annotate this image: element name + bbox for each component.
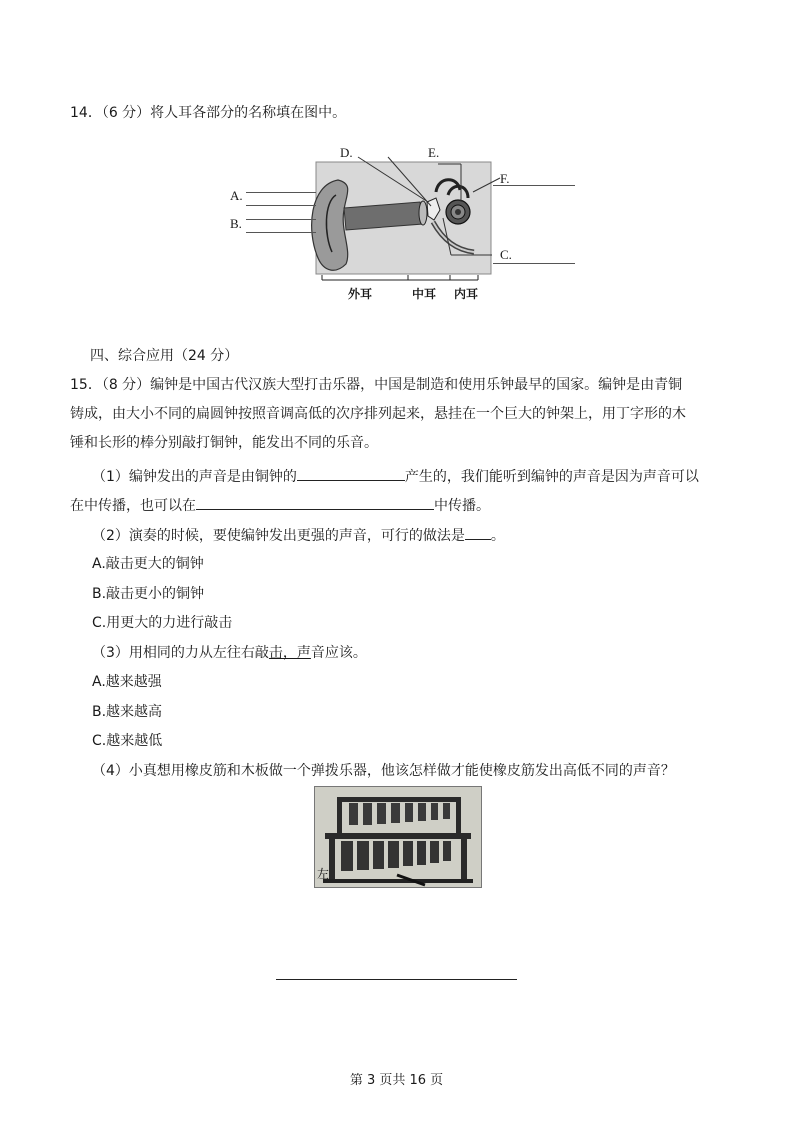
q15-part3 (92, 643, 367, 663)
label-f: F. (500, 171, 510, 186)
answer-line-b[interactable] (246, 232, 316, 233)
q14-stem: 14．（6 分）将人耳各部分的名称填在图中。 (70, 105, 347, 121)
q15-part2-option-b: B.敲击更小的铜钟 (92, 586, 205, 602)
q15-part3-text-a: （3）用相同的力从左往右敲 (92, 645, 269, 661)
answer-line-part4[interactable] (276, 979, 517, 980)
q15-part1-line-2 (70, 495, 490, 516)
bianzhong-illustration (315, 787, 481, 887)
ear-diagram (228, 140, 578, 305)
q15-part2-end: 。 (490, 528, 505, 544)
q15-part1-text-b: 产生的，我们能听到编钟的声音是因为声音可以 (404, 469, 699, 485)
q15-part2-option-c: C.用更大的力进行敲击 (92, 615, 233, 631)
label-e: E. (428, 145, 440, 160)
q15-part2 (92, 525, 505, 546)
q15-intro-line-1: 15．（8 分）编钟是中国古代汉族大型打击乐器，中国是制造和使用乐钟最早的国家。编钟是由青铜 (70, 377, 683, 393)
answer-blank-2[interactable] (196, 495, 434, 510)
answer-line-a[interactable] (246, 205, 316, 206)
region-inner-ear: 内耳 (454, 287, 479, 301)
q15-part1-text-c: 在中传播，也可以在 (70, 498, 196, 514)
answer-blank-3[interactable] (465, 525, 491, 540)
q15-part1-text-a: （1）编钟发出的声音是由铜钟的 (92, 469, 297, 485)
q15-part2-text: （2）演奏的时候，要使编钟发出更强的声音，可行的做法是 (92, 528, 465, 544)
q15-part1-line-1 (92, 466, 699, 487)
label-c: C. (500, 247, 512, 262)
bianzhong-photo (314, 786, 482, 888)
q15-part2-option-a: A.敲击更大的铜钟 (92, 556, 204, 572)
label-a: A. (230, 188, 243, 203)
section-title: 四、综合应用（24 分） (90, 348, 239, 364)
q15-part3-option-c: C.越来越低 (92, 733, 163, 749)
label-b: B. (230, 216, 242, 231)
answer-blank-1[interactable] (297, 466, 405, 481)
photo-left-label: 左 (317, 867, 330, 881)
ear-illustration (228, 140, 578, 305)
q15-part3-option-b: B.越来越高 (92, 704, 163, 720)
q15-part3-option-a: A.越来越强 (92, 674, 162, 690)
region-middle-ear: 中耳 (412, 287, 437, 301)
page-footer: 第 3 页共 16 页 (349, 1073, 444, 1088)
q15-part3-text-b: 音应该。 (310, 645, 367, 661)
q15-part1-text-d: 中传播。 (434, 498, 490, 514)
answer-line-c[interactable] (493, 263, 575, 264)
answer-line-b-top[interactable] (246, 219, 316, 220)
label-d: D. (340, 145, 353, 160)
answer-line-a-top[interactable] (246, 192, 316, 193)
q15-part3-underlined: 击，声 (268, 645, 311, 661)
q15-intro-line-3: 锤和长形的棒分别敲打铜钟，能发出不同的乐音。 (70, 435, 378, 451)
region-outer-ear: 外耳 (348, 287, 373, 301)
q15-part4: （4）小真想用橡皮筋和木板做一个弹拨乐器，他该怎样做才能使橡皮筋发出高低不同的声音？ (92, 763, 675, 779)
q15-intro-line-2: 铸成，由大小不同的扁圆钟按照音调高低的次序排列起来，悬挂在一个巨大的钟架上，用丁字形的木 (70, 406, 686, 422)
